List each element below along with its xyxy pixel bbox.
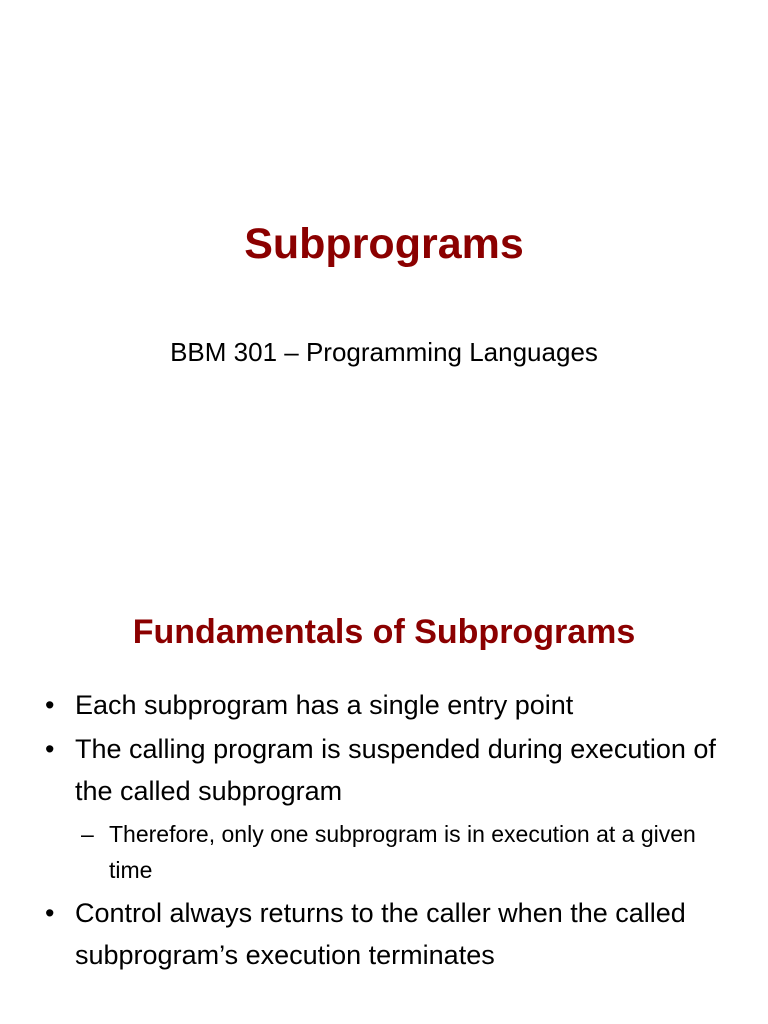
bullet-item (45, 892, 735, 976)
bullet-marker: • (45, 734, 55, 764)
bullet-item (45, 728, 735, 812)
slide-subtitle: BBM 301 – Programming Languages (170, 337, 598, 367)
bullet-text: Each subprogram has a single entry point (75, 690, 574, 720)
content-slide-title: Fundamentals of Subprograms (132, 613, 636, 651)
sub-bullet-text: Therefore, only one subprogram is in execution at a given time (109, 821, 696, 883)
bullet-marker: • (45, 898, 55, 928)
sub-bullet-marker: – (81, 821, 94, 847)
bullet-text: The calling program is suspended during execution of the called subprogram (75, 734, 716, 806)
bullet-text: Control always returns to the caller when the called subprogram’s execution terminates (75, 898, 686, 970)
bullet-marker: • (45, 690, 55, 720)
bullet-list (45, 684, 735, 978)
bullet-item (45, 684, 735, 726)
content-slide (0, 512, 768, 1024)
slide-title: Subprograms (244, 220, 524, 268)
sub-bullet-item (45, 816, 735, 888)
